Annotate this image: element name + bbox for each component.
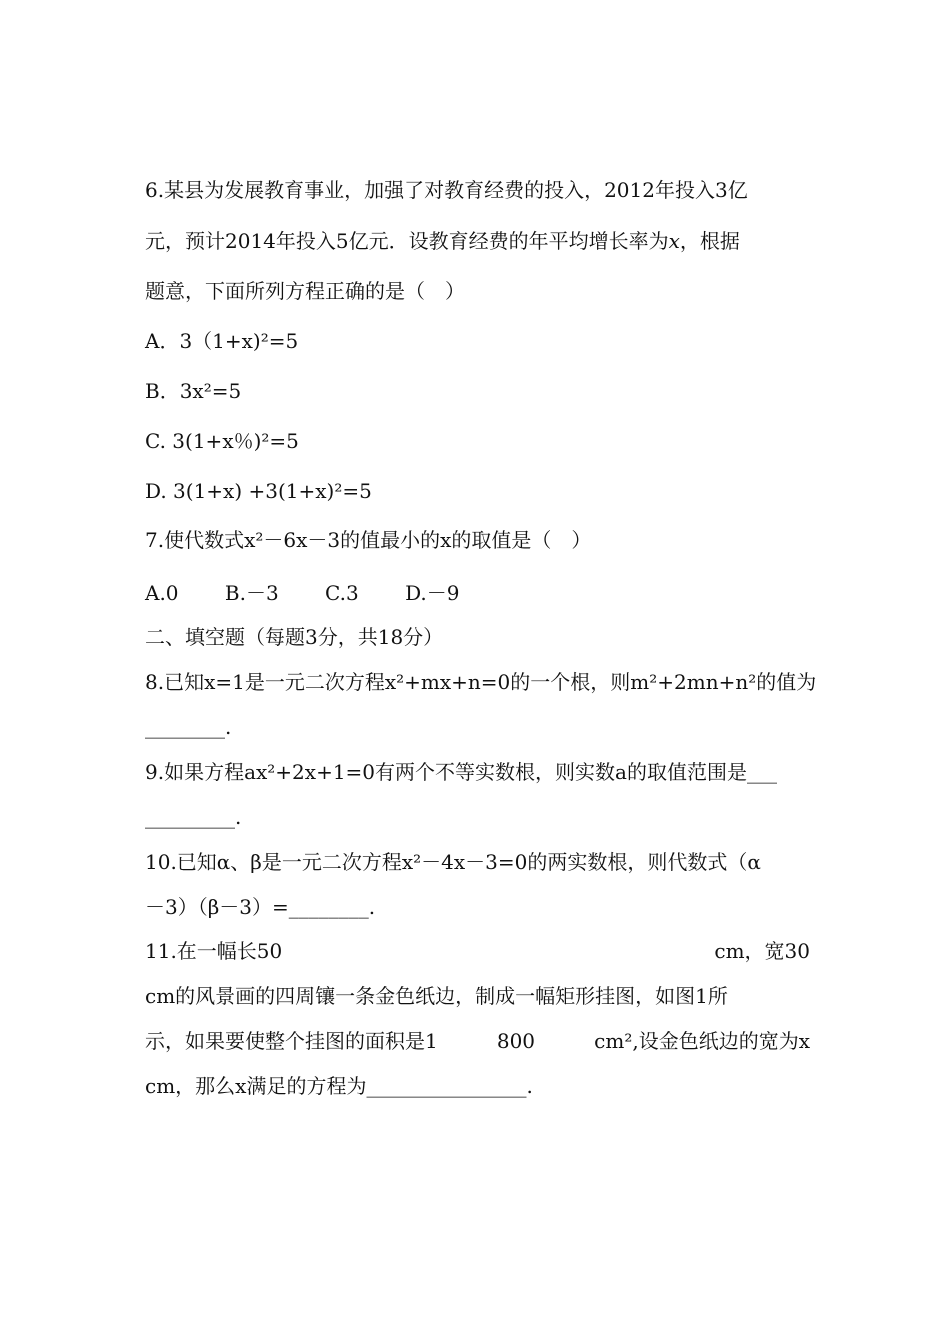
q6-option-d: D. 3(1+x) +3(1+x)²=5 <box>145 479 372 503</box>
q9-line-2: _________. <box>145 805 242 829</box>
q8-line-2: ________. <box>145 715 232 739</box>
q11-line-4: cm，那么x满足的方程为________________. <box>145 1074 533 1098</box>
q6-line-2-a: 元，预计2014年投入5亿元．设教育经费的年平均增长率为 <box>145 229 669 253</box>
q6-option-c: C. 3(1+x％)²=5 <box>145 429 299 453</box>
q11-line-3-a: 示，如果要使整个挂图的面积是1 <box>145 1029 438 1053</box>
q11-line-2: cm的风景画的四周镶一条金色纸边，制成一幅矩形挂图，如图1所 <box>145 984 728 1008</box>
q11-line-1 <box>145 937 810 965</box>
q6-line-2 <box>145 227 810 255</box>
q7-option-d: D.－9 <box>405 581 460 605</box>
q7-option-a: A.0 <box>145 581 179 605</box>
section-heading: 二、填空题（每题3分，共18分） <box>145 625 444 649</box>
q6-option-b: B．3x²=5 <box>145 379 242 403</box>
q6-line-1: 6.某县为发展教育事业，加强了对教育经费的投入，2012年投入3亿 <box>145 178 748 202</box>
q7-option-c: C.3 <box>325 581 359 605</box>
q9-line-1: 9.如果方程ax²+2x+1=0有两个不等实数根，则实数a的取值范围是___ <box>145 760 777 784</box>
q6-line-3: 题意，下面所列方程正确的是（ ） <box>145 279 465 303</box>
q11-line-1-b: cm，宽30 <box>714 939 810 963</box>
q6-line-2-x: x <box>668 229 680 253</box>
q6-option-a: A．3（1+x)²=5 <box>145 329 299 353</box>
q7-option-b: B.－3 <box>224 581 279 605</box>
q11-line-3 <box>145 1027 810 1055</box>
q8-line-1: 8.已知x=1是一元二次方程x²+mx+n=0的一个根，则m²+2mn+n²的值为 <box>145 670 817 694</box>
q6-line-2-b: ，根据 <box>679 229 740 253</box>
q10-line-1: 10.已知α、β是一元二次方程x²－4x－3=0的两实数根，则代数式（α <box>145 850 761 874</box>
q7-stem: 7.使代数式x²－6x－3的值最小的x的取值是（ ） <box>145 528 592 552</box>
q11-line-3-b: 800 <box>496 1029 536 1053</box>
q11-line-3-c: cm²,设金色纸边的宽为x <box>594 1029 810 1053</box>
q10-line-2: －3）（β－3）=________. <box>145 895 376 919</box>
q11-line-1-a: 11.在一幅长50 <box>145 939 283 963</box>
q7-options <box>145 579 810 607</box>
